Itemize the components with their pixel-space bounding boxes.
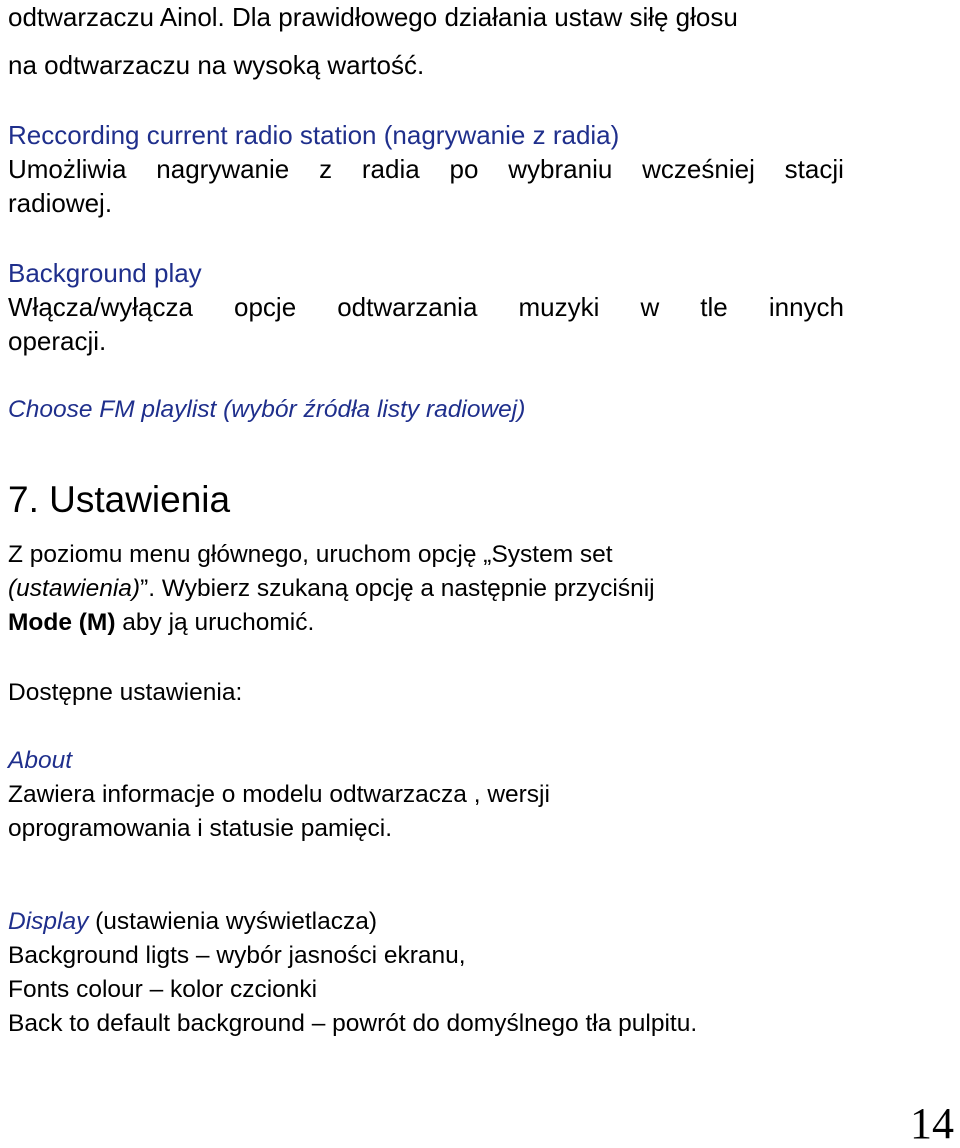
word: odtwarzania bbox=[337, 292, 478, 322]
word: opcje bbox=[234, 292, 297, 322]
section-heading: 7. Ustawienia bbox=[8, 479, 231, 520]
background-play-title: Background play bbox=[8, 258, 202, 288]
word: po bbox=[449, 154, 479, 184]
display-item: Background ligts – wybór jasności ekranu, bbox=[8, 942, 466, 969]
word: w bbox=[640, 292, 660, 322]
section-p1-line-1: Z poziomu menu głównego, uruchom opcję „System set bbox=[8, 541, 613, 568]
about-line-1: Zawiera informacje o modelu odtwarzacza , wersji bbox=[8, 781, 550, 808]
page-number: 14 bbox=[910, 1099, 954, 1148]
word: muzyki bbox=[518, 292, 600, 322]
section-p1-line-3 bbox=[8, 606, 314, 640]
p1-line-2-rest: ”. Wybierz szukaną opcję a następnie przyciśnij bbox=[140, 575, 655, 602]
intro-line-2: na odtwarzaczu na wysoką wartość. bbox=[8, 50, 425, 80]
available-settings: Dostępne ustawienia: bbox=[8, 679, 243, 706]
about-line-2: oprogramowania i statusie pamięci. bbox=[8, 815, 393, 842]
word: radia bbox=[361, 154, 420, 184]
system-set-italic: (ustawienia) bbox=[8, 575, 141, 602]
word: Włącza/wyłącza bbox=[8, 292, 193, 322]
section-p1-line-2 bbox=[8, 572, 655, 606]
display-title bbox=[8, 905, 377, 939]
word: tle bbox=[700, 292, 728, 322]
recording-title: Reccording current radio station (nagrywanie z radia) bbox=[8, 120, 620, 150]
display-item: Back to default background – powrót do domyślnego tła pulpitu. bbox=[8, 1010, 698, 1037]
p1-line-3-rest: aby ją uruchomić. bbox=[115, 609, 315, 636]
word: Umożliwia bbox=[8, 154, 127, 184]
display-title-italic: Display bbox=[8, 908, 89, 935]
recording-desc-line-2: radiowej. bbox=[8, 188, 113, 218]
word: z bbox=[319, 154, 333, 184]
fm-playlist-title: Choose FM playlist (wybór źródła listy radiowej) bbox=[8, 396, 526, 423]
word: wybraniu bbox=[508, 154, 613, 184]
recording-desc-line-1 bbox=[8, 152, 844, 186]
background-play-desc-line-2: operacji. bbox=[8, 326, 107, 356]
word: nagrywanie bbox=[156, 154, 290, 184]
about-title: About bbox=[8, 747, 73, 774]
word: wcześniej bbox=[642, 154, 755, 184]
display-title-rest: (ustawienia wyświetlacza) bbox=[88, 908, 377, 935]
background-play-desc-line-1 bbox=[8, 290, 844, 324]
display-item: Fonts colour – kolor czcionki bbox=[8, 976, 318, 1003]
word: stacji bbox=[784, 154, 844, 184]
mode-button-label: Mode (M) bbox=[8, 609, 116, 636]
intro-line-1: odtwarzaczu Ainol. Dla prawidłowego działania ustaw siłę głosu bbox=[8, 2, 738, 32]
word: innych bbox=[768, 292, 844, 322]
